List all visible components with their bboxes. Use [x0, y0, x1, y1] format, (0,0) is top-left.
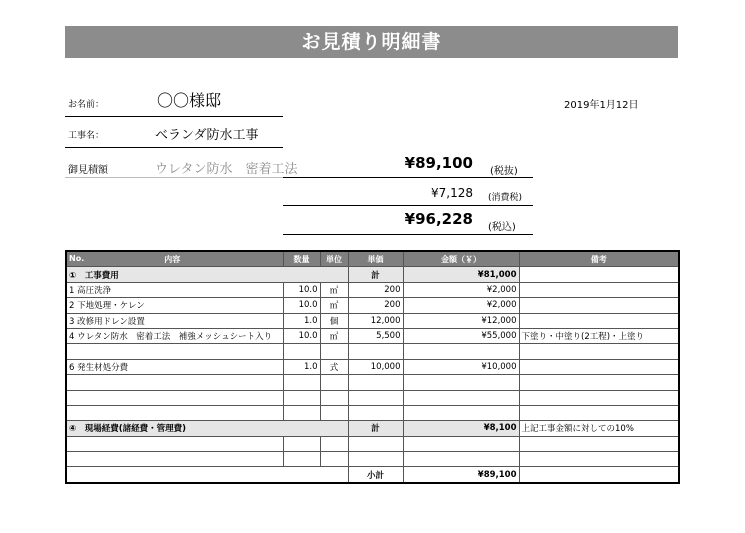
item-content: [66, 405, 283, 420]
table-row: [66, 344, 679, 359]
header-price: 単価: [348, 251, 403, 267]
item-qty: [283, 390, 320, 405]
table-row: [66, 282, 679, 297]
header-note: 備考: [519, 251, 679, 267]
item-qty: 1.0: [283, 359, 320, 374]
header-no-content: [66, 251, 283, 267]
item-qty: 10.0: [283, 282, 320, 297]
item-amount: ¥2,000: [403, 298, 519, 313]
item-qty: 1.0: [283, 313, 320, 328]
item-price: [348, 436, 403, 451]
project-name: ベランダ防水工事: [155, 128, 259, 143]
item-unit: ㎡: [320, 298, 348, 313]
item-note: [519, 344, 679, 359]
item-note: [519, 452, 679, 467]
item-unit: ㎡: [320, 282, 348, 297]
client-name: 〇〇様邸: [157, 91, 222, 110]
table-row: [66, 298, 679, 313]
total-amount: ¥96,228: [404, 210, 473, 228]
item-unit: [320, 375, 348, 390]
item-qty: [283, 436, 320, 451]
tax-amount: ¥7,128: [431, 186, 473, 200]
table-row: [66, 313, 679, 328]
item-note: [519, 405, 679, 420]
item-unit: 個: [320, 313, 348, 328]
estimate-method: ウレタン防水 密着工法: [155, 162, 298, 177]
item-note: [519, 313, 679, 328]
header-qty: 数量: [283, 251, 320, 267]
item-content: 4 ウレタン防水 密着工法 補強メッシュシート入り: [66, 328, 283, 343]
tax-underline: [283, 205, 533, 206]
item-content: [66, 452, 283, 467]
item-unit: [320, 344, 348, 359]
project-underline: [65, 147, 283, 148]
item-unit: ㎡: [320, 328, 348, 343]
item-unit: [320, 436, 348, 451]
estimate-table: [65, 250, 680, 484]
item-price: [348, 375, 403, 390]
item-price: 200: [348, 298, 403, 313]
item-content: 3 改修用ドレン設置: [66, 313, 283, 328]
section2-sum-label: 計: [348, 421, 403, 436]
item-unit: 式: [320, 359, 348, 374]
item-price: [348, 405, 403, 420]
item-qty: 10.0: [283, 328, 320, 343]
header-no: No.: [69, 253, 85, 263]
item-price: [348, 452, 403, 467]
estimate-label: 御見積額: [68, 165, 108, 176]
item-price: 12,000: [348, 313, 403, 328]
section2-note: 上記工事金額に対しての10%: [519, 421, 679, 436]
item-qty: 10.0: [283, 298, 320, 313]
item-content: 1 高圧洗浄: [66, 282, 283, 297]
item-note: [519, 282, 679, 297]
section2-amount: ¥8,100: [403, 421, 519, 436]
item-amount: ¥2,000: [403, 282, 519, 297]
header-unit: 単位: [320, 251, 348, 267]
item-price: 10,000: [348, 359, 403, 374]
footer-row: [66, 467, 679, 483]
table-row: [66, 436, 679, 451]
footer-spacer: [66, 467, 348, 483]
total-note: (税込): [488, 222, 516, 233]
table-row: [66, 452, 679, 467]
subtotal-note: (税抜): [490, 166, 518, 177]
subtotal-underline: [283, 177, 533, 178]
item-qty: [283, 452, 320, 467]
item-unit: [320, 405, 348, 420]
table-header-row: [66, 251, 679, 267]
item-unit: [320, 452, 348, 467]
item-qty: [283, 375, 320, 390]
item-note: [519, 298, 679, 313]
item-amount: [403, 452, 519, 467]
client-underline: [65, 116, 283, 117]
item-amount: [403, 436, 519, 451]
item-note: 下塗り・中塗り(2工程)・上塗り: [519, 328, 679, 343]
section1-amount: ¥81,000: [403, 267, 519, 282]
footer-label: 小計: [348, 467, 403, 483]
section2-label: ④ 現場経費(諸経費・管理費): [66, 421, 348, 436]
section1-sum-label: 計: [348, 267, 403, 282]
item-price: [348, 390, 403, 405]
item-amount: [403, 344, 519, 359]
tax-note: (消費税): [488, 193, 523, 203]
table-row: [66, 359, 679, 374]
subtotal-amount: ¥89,100: [404, 154, 473, 172]
item-amount: [403, 375, 519, 390]
table-row: [66, 405, 679, 420]
document-title: お見積り明細書: [65, 26, 678, 58]
section2-row: [66, 421, 679, 436]
estimate-underline: [65, 177, 283, 178]
section1-note: [519, 267, 679, 282]
issue-date: 2019年1月12日: [564, 100, 639, 111]
footer-amount: ¥89,100: [403, 467, 519, 483]
item-price: [348, 344, 403, 359]
item-qty: [283, 344, 320, 359]
item-content: 6 発生材処分費: [66, 359, 283, 374]
item-note: [519, 359, 679, 374]
project-label: 工事名：: [68, 131, 105, 141]
item-amount: ¥12,000: [403, 313, 519, 328]
section1-row: [66, 267, 679, 282]
header-content: 内容: [164, 254, 181, 264]
item-note: [519, 390, 679, 405]
item-qty: [283, 405, 320, 420]
table-row: [66, 375, 679, 390]
item-content: [66, 344, 283, 359]
item-price: 200: [348, 282, 403, 297]
header-amount: 金額（￥）: [403, 251, 519, 267]
item-content: 2 下地処理・ケレン: [66, 298, 283, 313]
item-amount: [403, 405, 519, 420]
item-content: [66, 375, 283, 390]
table-row: [66, 328, 679, 343]
item-amount: [403, 390, 519, 405]
item-note: [519, 436, 679, 451]
item-amount: ¥55,000: [403, 328, 519, 343]
item-note: [519, 375, 679, 390]
footer-note: [519, 467, 679, 483]
client-label: お名前：: [68, 100, 105, 110]
item-price: 5,500: [348, 328, 403, 343]
table-row: [66, 390, 679, 405]
item-content: [66, 390, 283, 405]
total-underline: [283, 234, 533, 235]
section1-label: ① 工事費用: [66, 267, 348, 282]
item-unit: [320, 390, 348, 405]
item-content: [66, 436, 283, 451]
item-amount: ¥10,000: [403, 359, 519, 374]
